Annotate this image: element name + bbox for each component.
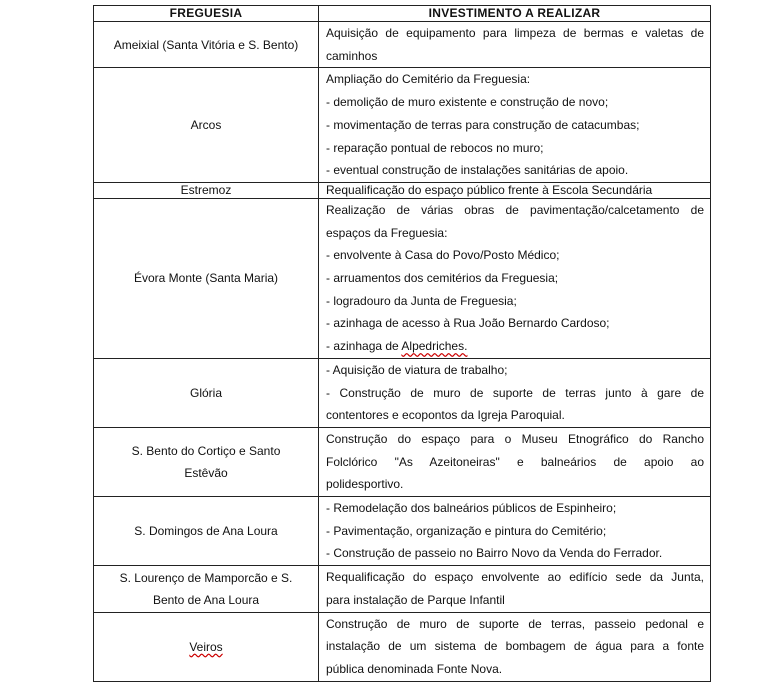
investment-line: - reparação pontual de rebocos no muro; — [326, 140, 544, 155]
investment-line: - eventual construção de instalações sanitárias de apoio. — [326, 163, 629, 178]
freguesia-name: S. Lourenço de Mamporcão e S. — [119, 570, 293, 585]
investment-line: - Construção de passeio no Bairro Novo da Venda do Ferrador. — [326, 546, 663, 561]
freguesia-name: Ameixial (Santa Vitória e S. Bento) — [113, 37, 299, 52]
investment-line: - movimentação de terras para construção de catacumbas; — [326, 117, 640, 132]
table-row — [94, 358, 711, 427]
freguesia-cell — [94, 612, 319, 681]
investment-line: caminhos — [326, 48, 378, 63]
freguesia-cell — [94, 68, 319, 183]
investment-line: Construção de muro de suporte de terras, passeio pedonal e — [326, 616, 704, 631]
investment-line: - azinhaga de acesso à Rua João Bernardo Cardoso; — [326, 316, 610, 331]
investment-cell — [319, 182, 711, 198]
investment-line: Aquisição de equipamento para limpeza de bermas e valetas de — [326, 26, 704, 40]
freguesia-name: S. Bento do Cortiço e Santo — [131, 444, 281, 458]
freguesia-cell — [94, 427, 319, 496]
table-row — [94, 22, 711, 68]
investment-line: para instalação de Parque Infantil — [326, 592, 505, 607]
freguesia-name: Évora Monte (Santa Maria) — [133, 271, 279, 286]
freguesia-name: Glória — [189, 385, 222, 400]
investment-line: - Remodelação dos balneários públicos de Espinheiro; — [326, 501, 617, 516]
freguesia-cell — [94, 566, 319, 612]
investment-line: - Aquisição de viatura de trabalho; — [326, 362, 508, 377]
investment-cell — [319, 612, 711, 681]
table-row — [94, 182, 711, 198]
freguesia-name: Veiros — [189, 639, 223, 654]
freguesia-cell — [94, 358, 319, 427]
investment-line: Folclórico "As Azeitoneiras" e balneários de apoio ao — [326, 454, 704, 469]
table-row — [94, 612, 711, 681]
investment-line: - envolvente à Casa do Povo/Posto Médico; — [326, 248, 560, 263]
investment-cell — [319, 22, 711, 68]
freguesia-cell — [94, 198, 319, 358]
investment-table — [93, 5, 711, 682]
investment-line: Requalificação do espaço público frente à Escola Secundária — [326, 182, 653, 197]
investment-cell — [319, 427, 711, 496]
header-freguesia: FREGUESIA — [94, 6, 319, 22]
table-row — [94, 497, 711, 566]
table-row — [94, 427, 711, 496]
freguesia-name: Arcos — [190, 118, 222, 133]
investment-line: - Construção de muro de suporte de terras junto à gare de — [326, 385, 704, 400]
freguesia-cell — [94, 497, 319, 566]
investment-line: Requalificação do espaço envolvente ao edifício sede da Junta, — [326, 570, 704, 585]
freguesia-name: S. Domingos de Ana Loura — [134, 524, 278, 539]
investment-cell — [319, 68, 711, 183]
investment-line: - logradouro da Junta de Freguesia; — [326, 293, 517, 308]
investment-cell — [319, 198, 711, 358]
table-header-row — [94, 6, 711, 22]
investment-cell — [319, 358, 711, 427]
investment-line: contentores e ecopontos da Igreja Paroquial. — [326, 408, 565, 423]
investment-line: - demolição de muro existente e construção de novo; — [326, 95, 609, 110]
investment-line: Construção do espaço para o Museu Etnográfico do Rancho — [326, 431, 704, 446]
header-investimento: INVESTIMENTO A REALIZAR — [319, 6, 711, 22]
investment-line: pública denominada Fonte Nova. — [326, 661, 503, 676]
table-row — [94, 566, 711, 612]
freguesia-name: Bento de Ana Loura — [152, 592, 260, 607]
investment-line: - azinhaga de Alpedriches. — [326, 339, 468, 354]
freguesia-cell — [94, 182, 319, 198]
investment-line: espaços da Freguesia: — [326, 225, 448, 240]
freguesia-cell — [94, 22, 319, 68]
freguesia-name: Estremoz — [180, 182, 232, 197]
investment-line: Realização de várias obras de pavimentação/calcetamento de — [326, 202, 704, 217]
spell-squiggle-word: Alpedriches. — [401, 339, 468, 354]
investment-line: instalação de um sistema de bombagem de água para a fonte — [326, 639, 704, 654]
investment-line: - arruamentos dos cemitérios da Freguesia; — [326, 271, 559, 286]
table-row — [94, 68, 711, 183]
investment-line: polidesportivo. — [326, 477, 404, 492]
freguesia-name: Estêvão — [184, 466, 228, 480]
investment-line: - Pavimentação, organização e pintura do Cemitério; — [326, 523, 607, 538]
table-row — [94, 198, 711, 358]
investment-line: Ampliação do Cemitério da Freguesia: — [326, 72, 531, 87]
investment-cell — [319, 497, 711, 566]
investment-cell — [319, 566, 711, 612]
